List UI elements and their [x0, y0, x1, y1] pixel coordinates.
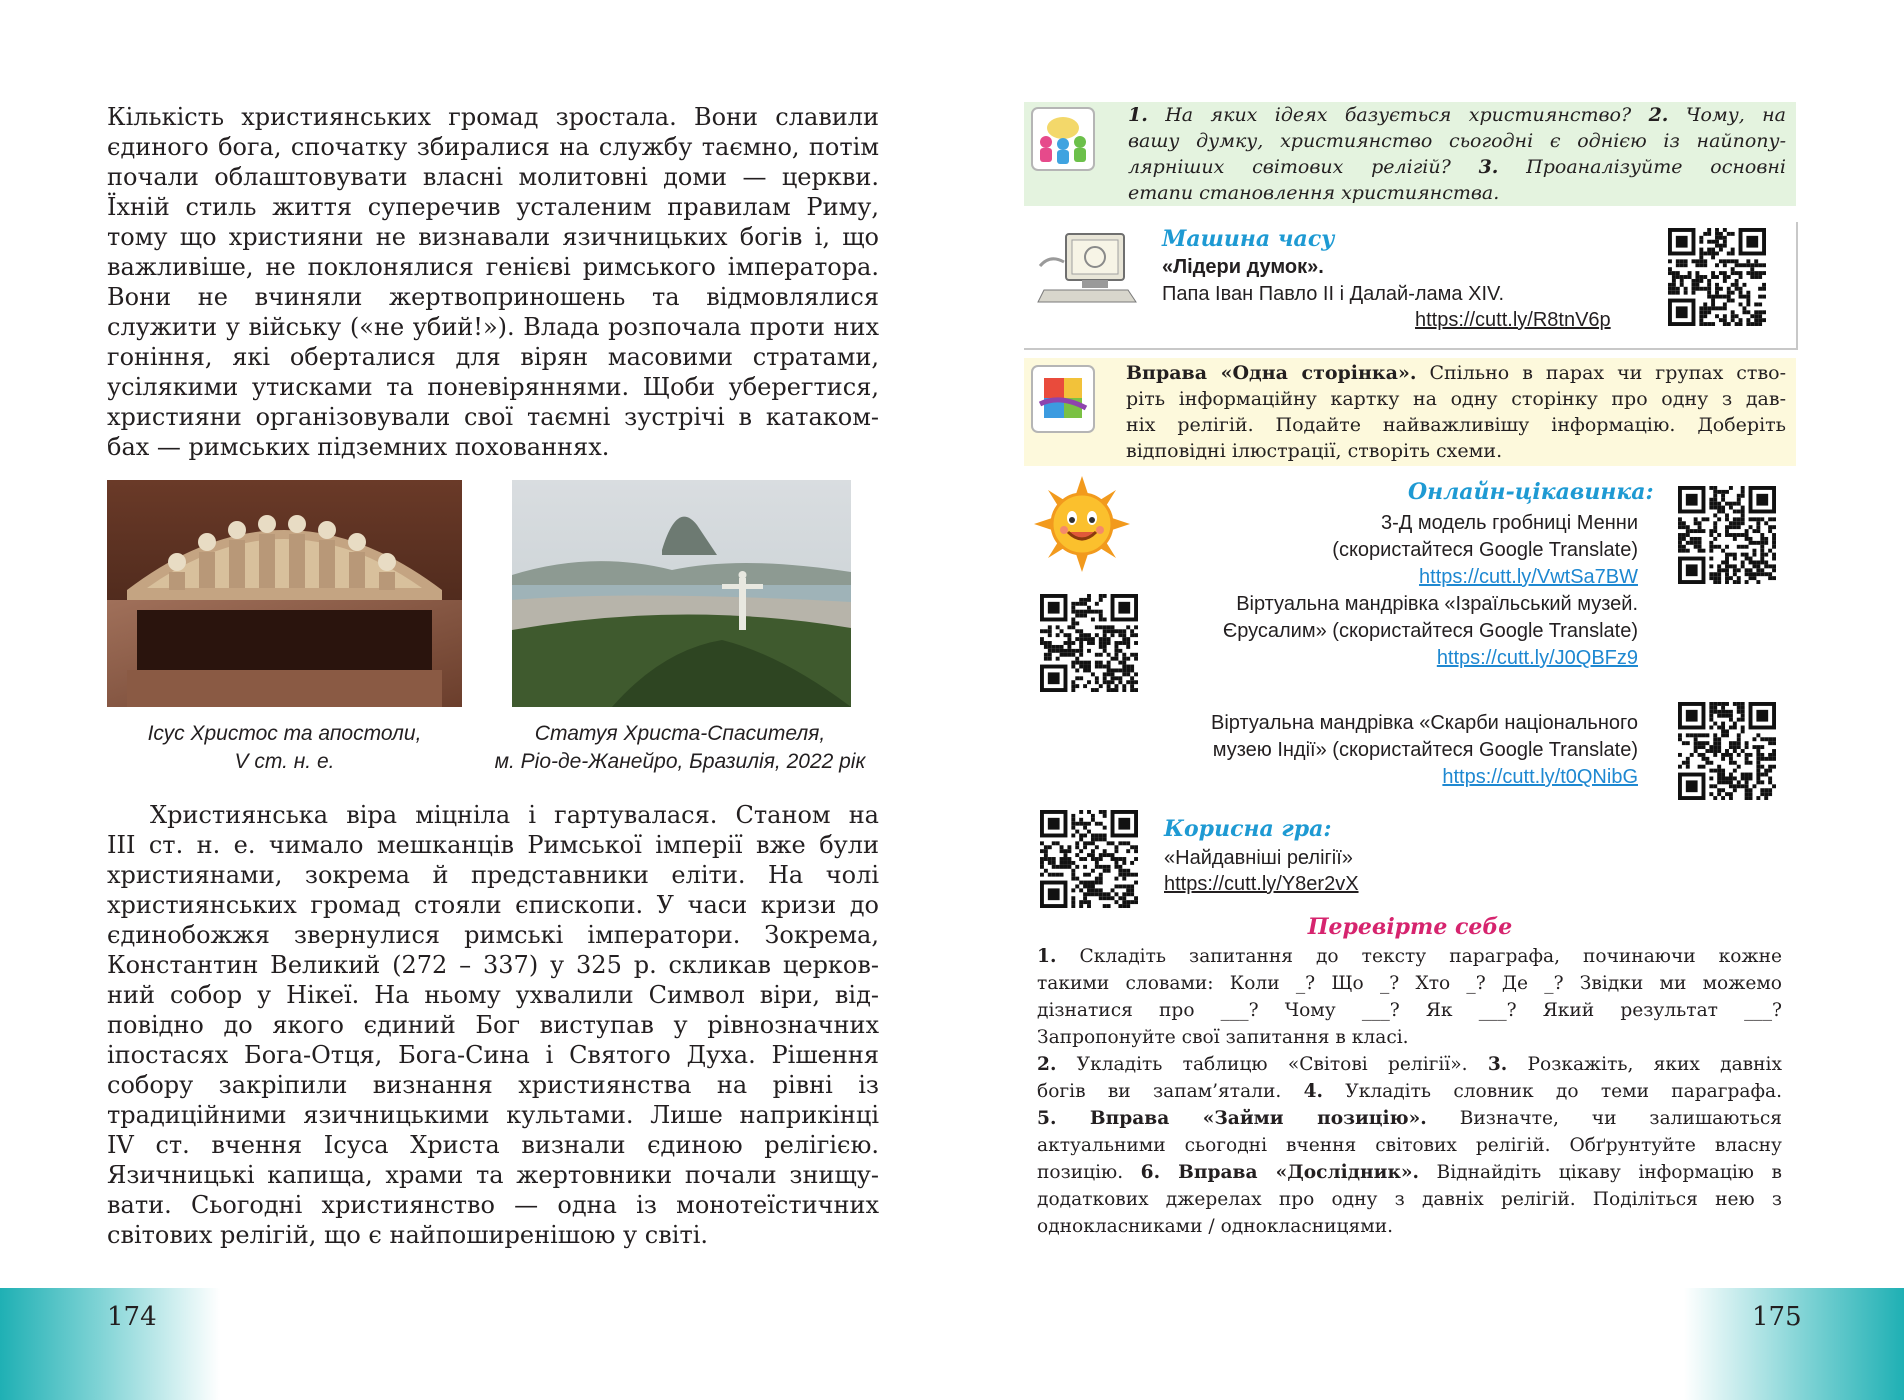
text-line: Вони не вчиняли жертвоприношень та відмовлялися	[107, 283, 879, 311]
exercise-text-part: Спільно в парах чи групах ство-	[1429, 362, 1787, 384]
qr-code-icon[interactable]	[1040, 810, 1138, 908]
text-line	[1126, 360, 1786, 386]
questions-text	[1128, 102, 1786, 206]
task-number: 4.	[1303, 1081, 1323, 1102]
text-line	[1037, 1159, 1782, 1186]
caption-line: м. Ріо-де-Жанейро, Бразилія, 2022 рік	[494, 750, 866, 773]
check-text	[1037, 943, 1782, 1240]
text-line: собору закріпили визнання християнства на рівні із	[107, 1071, 879, 1099]
text-line: Константин Великий (272 – 337) у 325 р. скликав церков-	[107, 951, 879, 979]
figure-caption-2	[470, 720, 890, 776]
text-line: світових релігій, що є найпоширенішою у світі.	[107, 1221, 709, 1249]
online-item-link[interactable]: https://cutt.ly/J0QBFz9	[1436, 647, 1638, 669]
qr-code-icon[interactable]	[1678, 486, 1776, 584]
online-item-3	[1110, 710, 1638, 791]
text-line: дізнатися про ___? Чому ___? Як ___? Який результат ___?	[1037, 1000, 1782, 1021]
text-line: єдиного бога, спочатку збиралися на службу таємно, потім	[107, 133, 879, 161]
question-text: Чому, на	[1685, 104, 1786, 126]
text-line: усілякими утисками та поневіряннями. Щоби уберегтися,	[107, 373, 879, 401]
text-line: гоніння, які оберталися для вірян масовими стратами,	[107, 343, 879, 371]
page-number-left: 174	[107, 1302, 157, 1332]
text-line: іпостасях Бога-Отця, Бога-Сина і Святого Духа. Рішення	[107, 1041, 879, 1069]
text-line: тому що християни не визнавали язичницьких богів і, що	[107, 223, 879, 251]
text-line	[1128, 154, 1786, 180]
text-line: християнських громад стояли єпископи. У часи кризи до	[107, 891, 879, 919]
online-item-link[interactable]: https://cutt.ly/t0QNibG	[1442, 766, 1638, 788]
online-item-2	[1150, 591, 1638, 672]
task-text: Укладіть таблицю «Світові релігії».	[1076, 1054, 1468, 1075]
text-line: служити у війську («не убий!»). Влада розпочала проти них	[107, 313, 879, 341]
task-text: богів ви запам’ятали.	[1037, 1081, 1282, 1102]
text-line	[1037, 943, 1782, 970]
text-line: Християнська віра міцніла і гартувалася. Станом на	[150, 801, 879, 829]
page-number-right: 175	[1752, 1302, 1802, 1332]
online-heading: Онлайн-цікавинка:	[1408, 479, 1654, 505]
text-line: Їхній стиль життя суперечив усталеним правилам Риму,	[107, 193, 879, 221]
text-line: IV ст. вчення Ісуса Христа визнали єдиною релігією.	[107, 1131, 879, 1159]
caption-line: Ісус Христос та апостоли,	[147, 722, 422, 745]
text-line	[1037, 1051, 1782, 1078]
text-line: християни організовували свої таємні зустрічі в катаком-	[107, 403, 879, 431]
question-text: Проаналізуйте основні	[1526, 156, 1786, 178]
task-text: Розкажіть, яких давніх	[1527, 1054, 1782, 1075]
task-text: позицію.	[1037, 1162, 1124, 1183]
task-label: 6. Вправа «Дослідник».	[1140, 1162, 1419, 1183]
text-line: ніх релігій. Подайте найважливішу інформацію. Доберіть	[1126, 414, 1786, 436]
text-line: повідно до якого єдиний Бог виступав у рівнозначних	[107, 1011, 879, 1039]
text-line: християнами, зокрема й представники еліти. На чолі	[107, 861, 879, 889]
text-line: ріть інформаційну картку на одну сторінку про одну з дав-	[1126, 388, 1786, 410]
question-text: лярніших світових релігій?	[1128, 156, 1451, 178]
computer-time-machine-icon	[1036, 226, 1144, 310]
game-link[interactable]: https://cutt.ly/Y8er2vX	[1164, 873, 1359, 895]
text-line: Запропонуйте свої запитання в класі.	[1037, 1027, 1409, 1048]
task-number: 3.	[1487, 1054, 1508, 1075]
paragraph-1	[107, 102, 879, 462]
online-item-text: Віртуальна мандрівка «Ізраїльський музей.	[1236, 593, 1638, 615]
online-item-text: (скористайтеся Google Translate)	[1332, 539, 1638, 561]
text-line	[1128, 102, 1786, 128]
puzzle-hands-icon	[1030, 364, 1096, 434]
task-number: 1.	[1037, 946, 1057, 967]
text-line: ний собор у Нікеї. На ньому ухвалили Символ віри, від-	[107, 981, 879, 1009]
exercise-label: Вправа «Одна сторінка».	[1126, 362, 1417, 384]
qr-code-icon[interactable]	[1678, 702, 1776, 800]
caption-line: Статуя Христа-Спасителя,	[534, 722, 826, 745]
figure-caption-1	[107, 720, 462, 776]
text-line	[1037, 1105, 1782, 1132]
online-item-text: музею Індії» (скористайтеся Google Translate)	[1212, 739, 1638, 761]
qr-code-icon[interactable]	[1040, 594, 1138, 692]
check-heading: Перевірте себе	[1307, 914, 1513, 940]
text-line: однокласниками / однокласницями.	[1037, 1216, 1393, 1237]
text-line: актуальними сьогодні вчення світових релігій. Обґрунтуйте власну	[1037, 1135, 1782, 1156]
qr-code-icon[interactable]	[1668, 228, 1766, 326]
time-machine-link[interactable]: https://cutt.ly/R8tnV6p	[1415, 309, 1611, 331]
text-line: етапи становлення християнства.	[1128, 182, 1500, 204]
online-item-text: Єрусалим» (скористайтеся Google Translate)	[1222, 620, 1638, 642]
task-text: Укладіть словник до теми параграфа.	[1345, 1081, 1782, 1102]
caption-line: V ст. н. е.	[234, 750, 335, 773]
game-title: «Найдавніші релігії»	[1164, 847, 1353, 869]
task-text: Визначте, чи залишаються	[1459, 1108, 1782, 1129]
online-item-text: 3-Д модель гробниці Менни	[1380, 512, 1638, 534]
text-line: традиційними язичницькими культами. Лише наприкінці	[107, 1101, 879, 1129]
text-line	[1037, 1078, 1782, 1105]
text-line: додаткових джерелах про одну з давніх релігій. Поділіться нею з	[1037, 1189, 1782, 1210]
time-machine-heading: Машина часу	[1162, 226, 1335, 252]
question-text: На яких ідеях базується християнство?	[1165, 104, 1632, 126]
catacomb-fresco-photo	[107, 480, 462, 707]
text-line: Кількість християнських громад зростала. Вони славили	[107, 103, 879, 131]
time-machine-text: Папа Іван Павло ІІ і Далай-лама XIV.	[1162, 283, 1505, 305]
time-machine-title: «Лідери думок».	[1162, 256, 1324, 278]
text-line: вати. Сьогодні християнство — одна із монотеїстичних	[107, 1191, 879, 1219]
text-line: єдинобожжя звернулися римські імператори. Зокрема,	[107, 921, 879, 949]
task-label: 5. Вправа «Займи позицію».	[1037, 1108, 1427, 1129]
online-item-1	[1100, 510, 1638, 591]
text-line: важливіше, не поклонялися генієві римського імператора.	[107, 253, 879, 281]
text-line: Язичницькі капища, храми та жертовники почали знищу-	[107, 1161, 879, 1189]
online-item-text: Віртуальна мандрівка «Скарби національного	[1211, 712, 1638, 734]
task-number: 2.	[1037, 1054, 1057, 1075]
text-line: відповідні ілюстрації, створіть схеми.	[1126, 440, 1503, 462]
text-line: такими словами: Коли _? Що _? Хто _? Де _? Звідки ми можемо	[1037, 973, 1782, 994]
question-number: 1.	[1128, 104, 1148, 126]
question-number: 3.	[1478, 156, 1499, 178]
exercise-text	[1126, 360, 1786, 464]
online-item-link[interactable]: https://cutt.ly/VwtSa7BW	[1419, 566, 1638, 588]
group-discussion-icon	[1030, 106, 1096, 172]
question-number: 2.	[1648, 104, 1669, 126]
text-line: ІІІ ст. н. е. чимало мешканців Римської імперії вже були	[107, 831, 879, 859]
paragraph-2	[107, 800, 879, 1250]
task-text: Складіть запитання до тексту параграфа, починаючи кожне	[1079, 946, 1782, 967]
game-heading: Корисна гра:	[1164, 816, 1332, 842]
text-line: почали облаштовувати власні молитовні доми — церкви.	[107, 163, 879, 191]
text-line: бах — римських підземних похованнях.	[107, 433, 610, 461]
christ-redeemer-photo	[512, 480, 851, 707]
text-line: вашу думку, християнство сьогодні є однією із найпопу-	[1128, 130, 1786, 152]
task-text: Віднайдіть цікаву інформацію в	[1436, 1162, 1782, 1183]
